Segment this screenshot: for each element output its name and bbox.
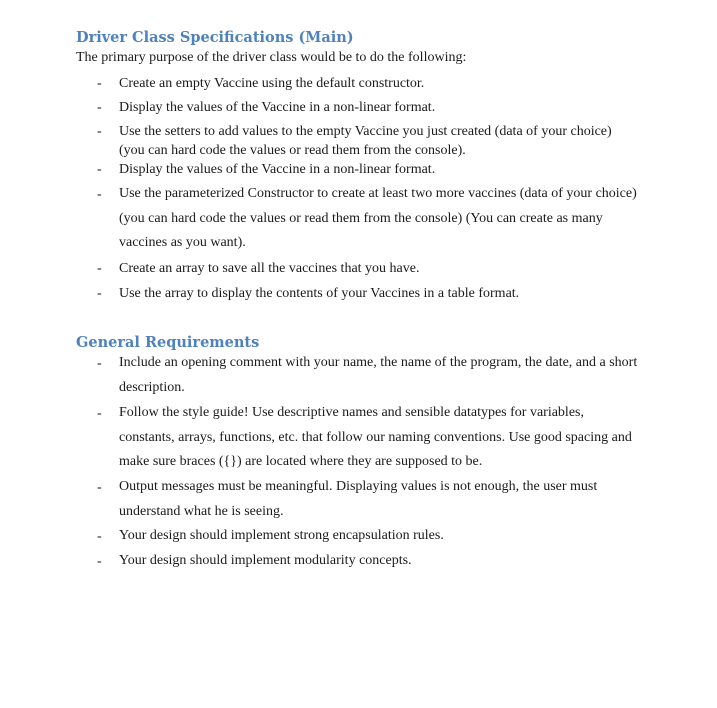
list-item-text: Include an opening comment with your name, the name of the program, the date, and a short description. bbox=[119, 355, 638, 395]
bullet-dash: - bbox=[97, 124, 102, 139]
bullet-dash: - bbox=[97, 286, 102, 301]
bullet-dash: - bbox=[97, 406, 102, 421]
bullet-dash: - bbox=[97, 554, 102, 569]
bullet-dash: - bbox=[97, 261, 102, 276]
list-item-text: Display the values of the Vaccine in a non-linear format. bbox=[119, 100, 436, 115]
list-item-text: Create an empty Vaccine using the default constructor. bbox=[119, 76, 425, 91]
bullet-dash: - bbox=[97, 162, 102, 177]
list-item-text: Display the values of the Vaccine in a non-linear format. bbox=[119, 162, 436, 177]
bullet-dash: - bbox=[97, 480, 102, 495]
bullet-dash: - bbox=[97, 76, 102, 91]
bullet-dash: - bbox=[97, 529, 102, 544]
list-item-text: Use the setters to add values to the empty Vaccine you just created (data of your choice) (you can hard code the values or read them from the console). bbox=[119, 124, 612, 158]
bullet-dash: - bbox=[97, 100, 102, 115]
driver-section-title: Driver Class Specifications (Main) bbox=[76, 29, 354, 46]
list-item-text: Output messages must be meaningful. Displaying values is not enough, the user must understand what he is seeing. bbox=[119, 479, 598, 519]
list-item-text: Use the array to display the contents of your Vaccines in a table format. bbox=[119, 286, 520, 301]
bullet-dash: - bbox=[97, 187, 102, 202]
list-item-text: Your design should implement strong encapsulation rules. bbox=[119, 528, 444, 543]
list-item-text: Use the parameterized Constructor to create at least two more vaccines (data of your choice) (you can hard code the values or read them from the console) (You can create as many vaccines as you want). bbox=[119, 186, 637, 250]
list-item-text: Follow the style guide! Use descriptive names and sensible datatypes for variables, constants, arrays, functions, etc. that follow our naming conventions. Use good spacing and make sure braces ({}) are located where they are supposed to be. bbox=[119, 405, 632, 469]
bullet-dash: - bbox=[97, 356, 102, 371]
driver-section-intro: The primary purpose of the driver class would be to do the following: bbox=[76, 50, 467, 65]
list-item-text: Create an array to save all the vaccines that you have. bbox=[119, 261, 420, 276]
general-section-title: General Requirements bbox=[76, 334, 260, 351]
list-item-text: Your design should implement modularity concepts. bbox=[119, 553, 412, 568]
